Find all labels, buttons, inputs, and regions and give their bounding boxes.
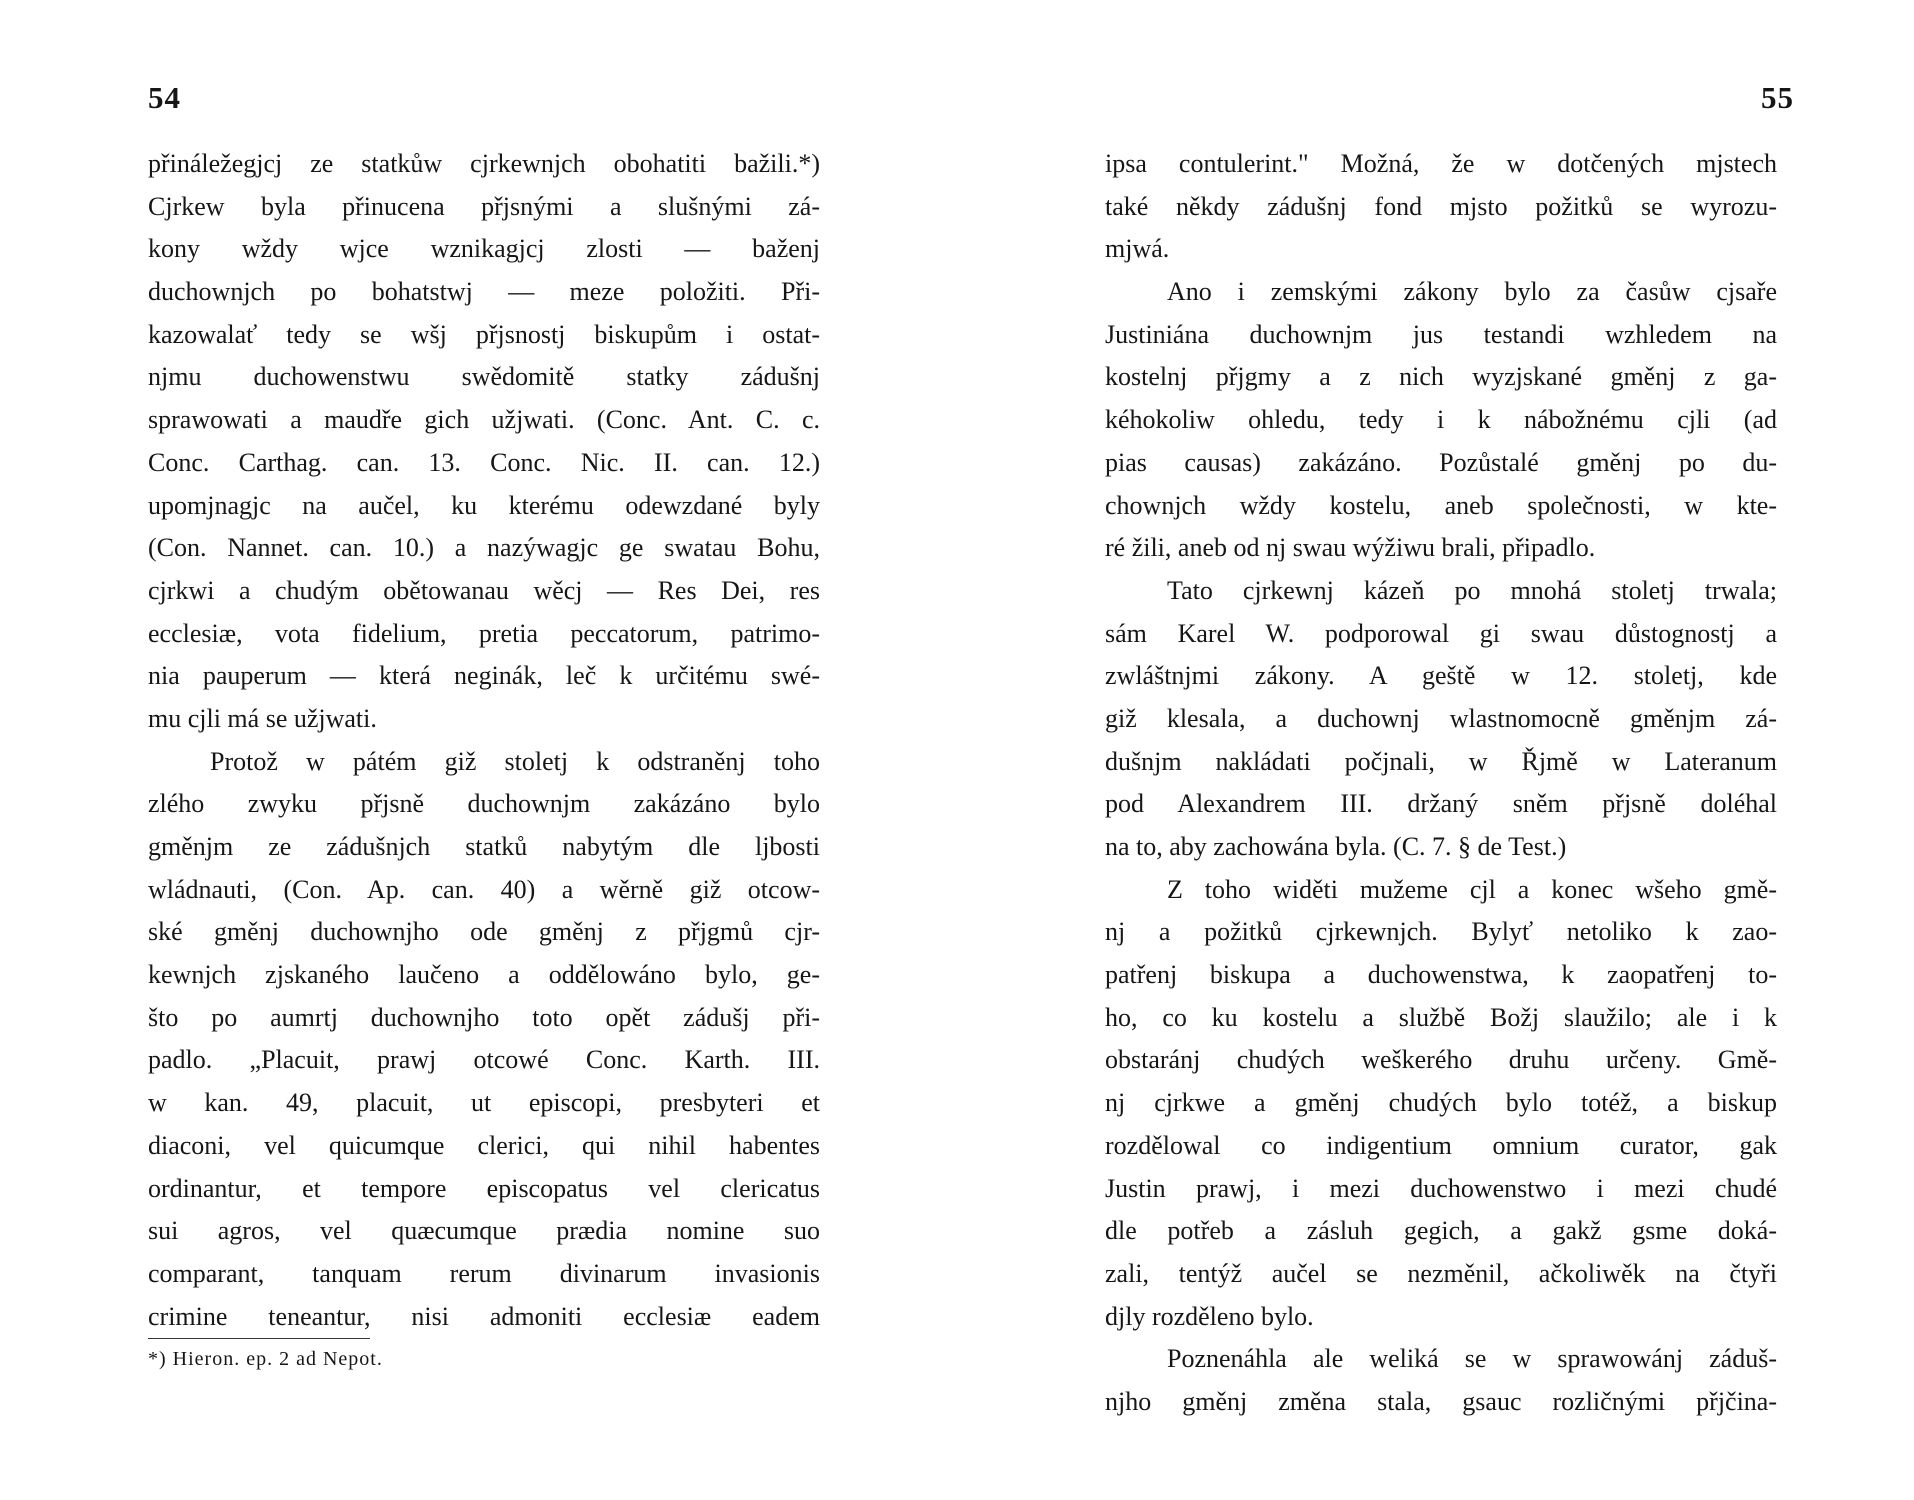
text-line: ské gměnj duchownjho ode gměnj z přjgmů cjr- [148,917,820,947]
text-line: mjwá. [1105,234,1170,264]
text-line: (Con. Nannet. can. 10.) a nazýwagjc ge swatau Bohu, [148,533,820,563]
text-line: kostelnj přjgmy a z nich wyzjskané gměnj z ga- [1105,362,1777,392]
page-number: 55 [1761,80,1794,115]
text-line: Justin prawj, i mezi duchowenstwo i mezi chudé [1105,1173,1777,1203]
text-line: Protož w pátém giž stoletj k odstraněnj toho [210,746,820,776]
text-line: přináležegjcj ze statkůw cjrkewnjch obohatiti bažili.*) [148,149,820,178]
text-line: sprawowati a maudře gich užjwati. (Conc. Ant. C. c. [148,405,820,435]
text-line: chownjch wždy kostelu, aneb společnosti, w kte- [1105,490,1777,520]
text-line: kony wždy wjce wznikagjcj zlosti — baženj [148,234,820,264]
text-line: ecclesiæ, vota fidelium, pretia peccatorum, patrimo- [148,618,820,648]
text-line: dušnjm nakládati počjnali, w Řjmě w Lateranum [1105,746,1777,776]
body-text [1105,143,1777,1424]
text-line: njho gměnj změna stala, gsauc rozličnými přjčina- [1105,1386,1777,1416]
text-line: zlého zwyku přjsně duchownjm zakázáno bylo [148,789,820,819]
text-line: sui agros, vel quæcumque prædia nomine suo [148,1216,820,1246]
text-line: nia pauperum — která neginák, leč k určitému swé- [148,661,820,691]
page-number: 54 [148,80,181,115]
text-line: pod Alexandrem III. držaný sněm přjsně doléhal [1105,789,1777,819]
text-line: Tato cjrkewnj kázeň po mnohá stoletj trwala; [1167,575,1777,605]
text-line: ho, co ku kostelu a službě Božj slaužilo; ale i k [1105,1002,1777,1032]
text-line: Conc. Carthag. can. 13. Conc. Nic. II. can. 12.) [148,447,820,477]
footnote: *) Hieron. ep. 2 ad Nepot. [148,1348,383,1370]
text-line: upomjnagjc na aučel, ku kterému odewzdané byly [148,490,820,520]
text-line: gměnjm ze zádušnjch statků nabytým dle ljbosti [148,832,820,861]
text-line: zali, tentýž aučel se nezměnil, ačkoliwěk na čtyři [1105,1258,1777,1288]
text-line: Cjrkew byla přinucena přjsnými a slušnými zá- [148,191,820,221]
text-line: ordinantur, et tempore episcopatus vel clericatus [148,1173,820,1203]
text-line: rozdělowal co indigentium omnium curator, gak [1105,1130,1777,1160]
text-line: nj cjrkwe a gměnj chudých bylo totéž, a biskup [1105,1088,1777,1118]
text-line: njmu duchowenstwu swědomitě statky zádušnj [148,362,820,392]
text-line: mu cjli má se užjwati. [148,703,377,733]
text-line: Justiniána duchownjm jus testandi wzhledem na [1105,319,1777,349]
text-line: sám Karel W. podporowal gi swau důstognostj a [1105,618,1777,648]
text-line: Poznenáhla ale weliká se w sprawowánj záduš- [1167,1344,1777,1374]
text-line: kewnjch zjskaného laučeno a oddělowáno bylo, ge- [148,960,820,990]
text-line: padlo. „Placuit, prawj otcowé Conc. Karth. III. [148,1045,820,1075]
text-line: diaconi, vel quicumque clerici, qui nihil habentes [148,1130,820,1160]
text-line: djly rozděleno bylo. [1105,1301,1314,1331]
text-line: pias causas) zakázáno. Pozůstalé gměnj po du- [1105,447,1777,477]
footnote-rule [148,1338,370,1339]
right-page [957,0,1914,1500]
text-line: što po aumrtj duchownjho toto opět zádušj při- [148,1002,820,1032]
text-line: nj a požitků cjrkewnjch. Bylyť netoliko k zao- [1105,917,1777,947]
text-line: cjrkwi a chudým obětowanau wěcj — Res Dei, res [148,575,820,605]
text-line: Ano i zemskými zákony bylo za časůw cjsaře [1167,277,1777,307]
text-line: w kan. 49, placuit, ut episcopi, presbyteri et [148,1088,820,1118]
text-line: kéhokoliw ohledu, tedy i k nábožnému cjli (ad [1105,405,1777,435]
text-line: giž klesala, a duchownj wlastnomocně gměnjm zá- [1105,703,1777,733]
text-line: dle potřeb a zásluh gegich, a gakž gsme doká- [1105,1216,1777,1246]
text-line: také někdy zádušnj fond mjsto požitků se wyrozu- [1105,191,1777,221]
text-line: ré žili, aneb od nj swau wýžiwu brali, připadlo. [1105,533,1596,563]
text-line: duchownjch po bohatstwj — meze položiti. Při- [148,277,820,307]
text-line: Z toho widěti mužeme cjl a konec wšeho gmě- [1167,874,1777,904]
text-line: ipsa contulerint." Možná, že w dotčených mjstech [1105,149,1777,178]
text-line: obstaránj chudých weškerého druhu určeny. Gmě- [1105,1045,1777,1075]
text-line: na to, aby zachowána byla. (C. 7. § de Test.) [1105,832,1567,861]
text-line: wládnauti, (Con. Ap. can. 40) a wěrně giž otcow- [148,874,820,904]
body-text [148,143,820,1338]
text-line: comparant, tanquam rerum divinarum invasionis [148,1258,820,1288]
text-line: zwláštnjmi zákony. A geště w 12. stoletj, kde [1105,661,1777,691]
text-line: crimine teneantur, nisi admoniti ecclesiæ eadem [148,1301,820,1331]
text-line: patřenj biskupa a duchowenstwa, k zaopatřenj to- [1105,960,1777,990]
text-line: kazowalať tedy se wšj přjsnostj biskupům i ostat- [148,319,820,349]
